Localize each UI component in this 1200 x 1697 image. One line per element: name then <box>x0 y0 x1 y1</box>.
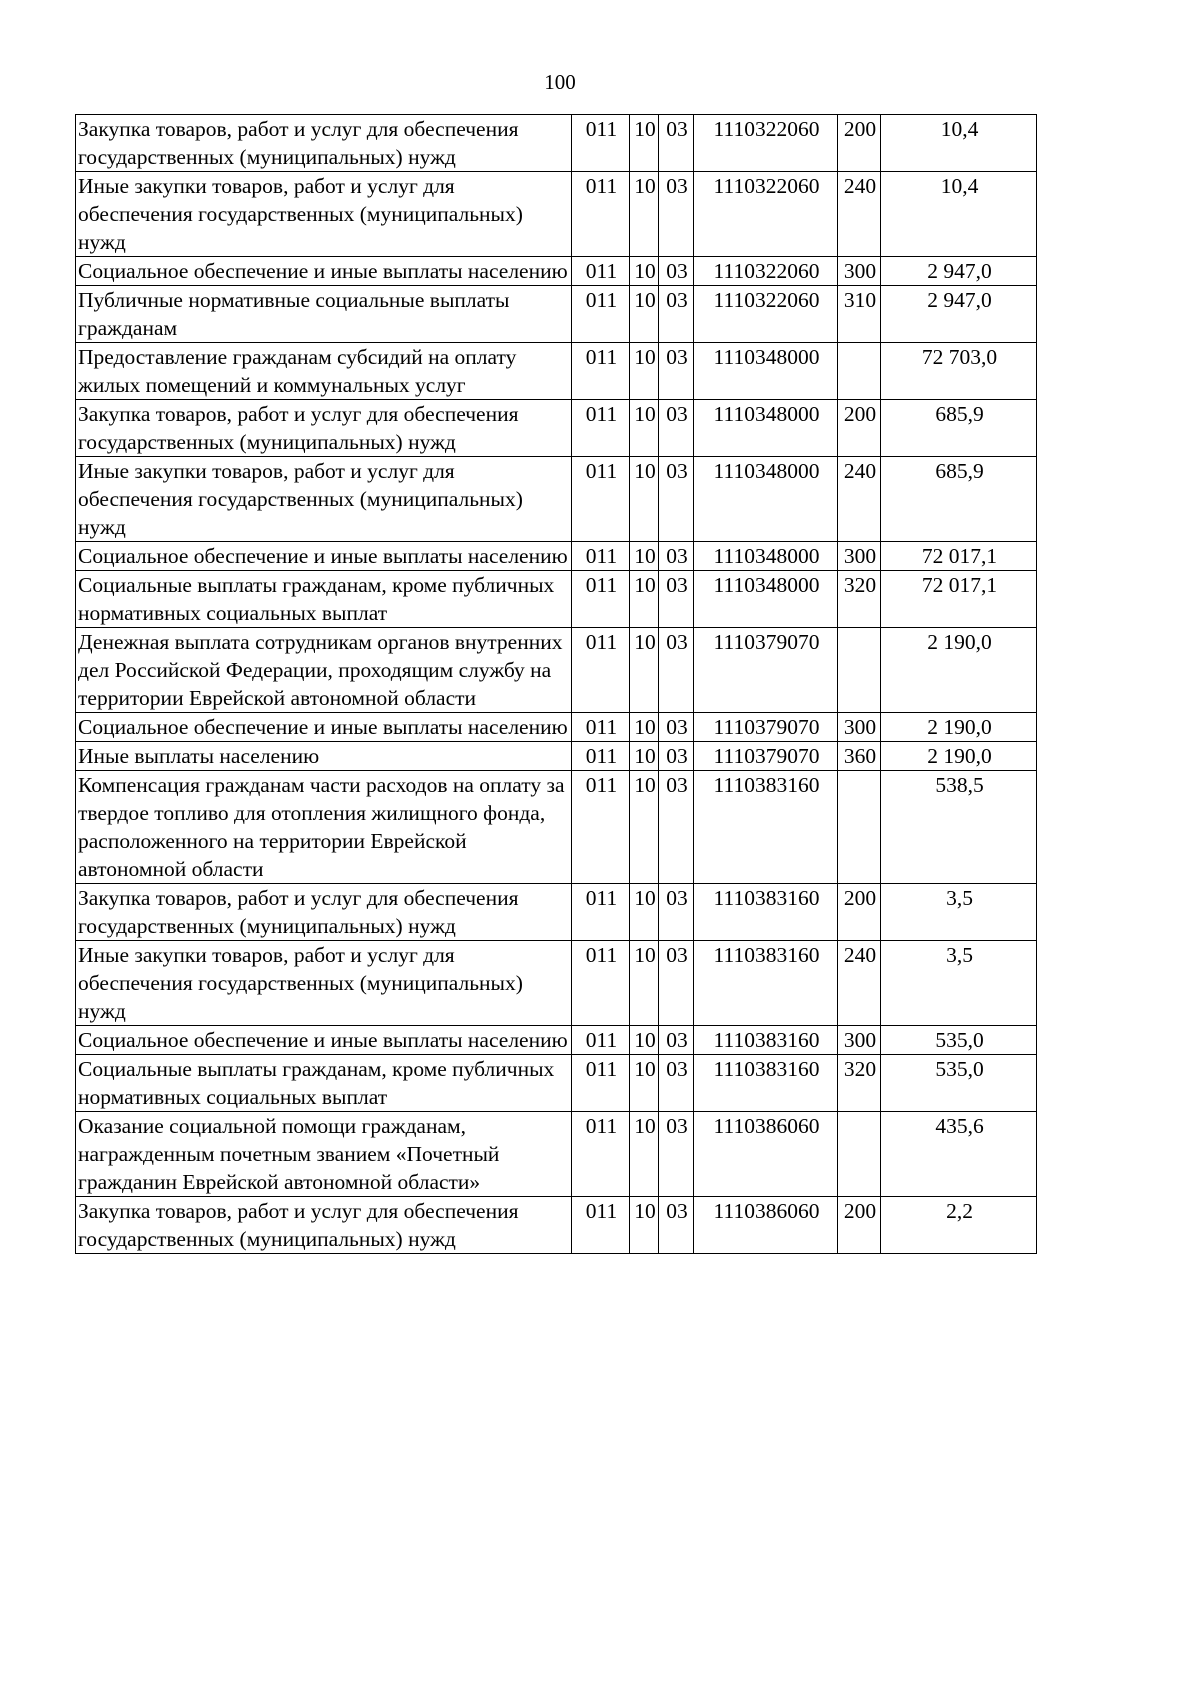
table-row <box>76 286 1037 343</box>
amount-cell: 3,5 <box>881 941 1037 1026</box>
section-code-cell: 10 <box>630 1026 659 1055</box>
amount-cell: 2 947,0 <box>881 257 1037 286</box>
ministry-code-cell: 011 <box>572 771 630 884</box>
table-row <box>76 542 1037 571</box>
target-article-cell: 1110322060 <box>694 172 838 257</box>
ministry-code-cell: 011 <box>572 1112 630 1197</box>
section-code-cell: 10 <box>630 343 659 400</box>
expense-type-cell <box>838 771 881 884</box>
subsection-code-cell: 03 <box>659 941 694 1026</box>
amount-cell: 538,5 <box>881 771 1037 884</box>
expense-type-cell: 200 <box>838 884 881 941</box>
ministry-code-cell: 011 <box>572 1026 630 1055</box>
ministry-code-cell: 011 <box>572 1055 630 1112</box>
expense-type-cell: 320 <box>838 571 881 628</box>
expense-type-cell: 240 <box>838 941 881 1026</box>
table-row <box>76 571 1037 628</box>
expense-type-cell <box>838 343 881 400</box>
subsection-code-cell: 03 <box>659 1197 694 1254</box>
amount-cell: 3,5 <box>881 884 1037 941</box>
row-name-cell: Закупка товаров, работ и услуг для обеспечения государственных (муниципальных) нужд <box>76 400 572 457</box>
row-name-cell: Компенсация гражданам части расходов на оплату за твердое топливо для отопления жилищного фонда, расположенного на территории Еврейской автономной области <box>76 771 572 884</box>
section-code-cell: 10 <box>630 771 659 884</box>
table-row <box>76 1112 1037 1197</box>
section-code-cell: 10 <box>630 542 659 571</box>
target-article-cell: 1110348000 <box>694 457 838 542</box>
section-code-cell: 10 <box>630 115 659 172</box>
amount-cell: 10,4 <box>881 115 1037 172</box>
expense-type-cell: 240 <box>838 457 881 542</box>
target-article-cell: 1110383160 <box>694 1055 838 1112</box>
row-name-cell: Оказание социальной помощи гражданам, награжденным почетным званием «Почетный гражданин Еврейской автономной области» <box>76 1112 572 1197</box>
expense-type-cell <box>838 1112 881 1197</box>
subsection-code-cell: 03 <box>659 742 694 771</box>
subsection-code-cell: 03 <box>659 1026 694 1055</box>
row-name-cell: Социальное обеспечение и иные выплаты населению <box>76 542 572 571</box>
amount-cell: 2 947,0 <box>881 286 1037 343</box>
section-code-cell: 10 <box>630 457 659 542</box>
amount-cell: 2,2 <box>881 1197 1037 1254</box>
section-code-cell: 10 <box>630 257 659 286</box>
subsection-code-cell: 03 <box>659 542 694 571</box>
amount-cell: 2 190,0 <box>881 713 1037 742</box>
ministry-code-cell: 011 <box>572 571 630 628</box>
section-code-cell: 10 <box>630 1055 659 1112</box>
expense-type-cell: 300 <box>838 713 881 742</box>
amount-cell: 10,4 <box>881 172 1037 257</box>
amount-cell: 435,6 <box>881 1112 1037 1197</box>
target-article-cell: 1110383160 <box>694 941 838 1026</box>
amount-cell: 72 703,0 <box>881 343 1037 400</box>
subsection-code-cell: 03 <box>659 713 694 742</box>
ministry-code-cell: 011 <box>572 172 630 257</box>
row-name-cell: Социальные выплаты гражданам, кроме публичных нормативных социальных выплат <box>76 1055 572 1112</box>
row-name-cell: Предоставление гражданам субсидий на оплату жилых помещений и коммунальных услуг <box>76 343 572 400</box>
subsection-code-cell: 03 <box>659 1055 694 1112</box>
amount-cell: 535,0 <box>881 1055 1037 1112</box>
table-row <box>76 257 1037 286</box>
amount-cell: 72 017,1 <box>881 542 1037 571</box>
ministry-code-cell: 011 <box>572 713 630 742</box>
subsection-code-cell: 03 <box>659 172 694 257</box>
target-article-cell: 1110322060 <box>694 257 838 286</box>
target-article-cell: 1110322060 <box>694 115 838 172</box>
amount-cell: 685,9 <box>881 457 1037 542</box>
ministry-code-cell: 011 <box>572 742 630 771</box>
subsection-code-cell: 03 <box>659 343 694 400</box>
expense-type-cell: 320 <box>838 1055 881 1112</box>
table-row <box>76 884 1037 941</box>
table-row <box>76 713 1037 742</box>
table-row <box>76 771 1037 884</box>
table-row <box>76 400 1037 457</box>
subsection-code-cell: 03 <box>659 771 694 884</box>
row-name-cell: Иные выплаты населению <box>76 742 572 771</box>
row-name-cell: Закупка товаров, работ и услуг для обеспечения государственных (муниципальных) нужд <box>76 1197 572 1254</box>
subsection-code-cell: 03 <box>659 257 694 286</box>
target-article-cell: 1110348000 <box>694 400 838 457</box>
section-code-cell: 10 <box>630 571 659 628</box>
row-name-cell: Социальное обеспечение и иные выплаты населению <box>76 257 572 286</box>
target-article-cell: 1110383160 <box>694 771 838 884</box>
table-row <box>76 115 1037 172</box>
table-row <box>76 1055 1037 1112</box>
target-article-cell: 1110379070 <box>694 628 838 713</box>
amount-cell: 2 190,0 <box>881 628 1037 713</box>
ministry-code-cell: 011 <box>572 400 630 457</box>
amount-cell: 535,0 <box>881 1026 1037 1055</box>
ministry-code-cell: 011 <box>572 257 630 286</box>
target-article-cell: 1110348000 <box>694 343 838 400</box>
expense-type-cell: 310 <box>838 286 881 343</box>
row-name-cell: Социальное обеспечение и иные выплаты населению <box>76 713 572 742</box>
budget-table <box>75 114 1037 1254</box>
table-row <box>76 628 1037 713</box>
ministry-code-cell: 011 <box>572 941 630 1026</box>
section-code-cell: 10 <box>630 884 659 941</box>
subsection-code-cell: 03 <box>659 115 694 172</box>
amount-cell: 72 017,1 <box>881 571 1037 628</box>
expense-type-cell <box>838 628 881 713</box>
expense-type-cell: 360 <box>838 742 881 771</box>
expense-type-cell: 300 <box>838 1026 881 1055</box>
target-article-cell: 1110383160 <box>694 1026 838 1055</box>
section-code-cell: 10 <box>630 1197 659 1254</box>
table-row <box>76 941 1037 1026</box>
table-row <box>76 742 1037 771</box>
target-article-cell: 1110386060 <box>694 1197 838 1254</box>
table-row <box>76 1197 1037 1254</box>
row-name-cell: Иные закупки товаров, работ и услуг для обеспечения государственных (муниципальных) нужд <box>76 941 572 1026</box>
ministry-code-cell: 011 <box>572 628 630 713</box>
row-name-cell: Денежная выплата сотрудникам органов внутренних дел Российской Федерации, проходящим службу на территории Еврейской автономной области <box>76 628 572 713</box>
row-name-cell: Публичные нормативные социальные выплаты гражданам <box>76 286 572 343</box>
table-row <box>76 457 1037 542</box>
target-article-cell: 1110379070 <box>694 742 838 771</box>
table-row <box>76 1026 1037 1055</box>
ministry-code-cell: 011 <box>572 1197 630 1254</box>
ministry-code-cell: 011 <box>572 457 630 542</box>
section-code-cell: 10 <box>630 400 659 457</box>
subsection-code-cell: 03 <box>659 628 694 713</box>
subsection-code-cell: 03 <box>659 286 694 343</box>
target-article-cell: 1110322060 <box>694 286 838 343</box>
subsection-code-cell: 03 <box>659 457 694 542</box>
expense-type-cell: 200 <box>838 400 881 457</box>
row-name-cell: Закупка товаров, работ и услуг для обеспечения государственных (муниципальных) нужд <box>76 115 572 172</box>
page-number: 100 <box>544 70 576 94</box>
amount-cell: 2 190,0 <box>881 742 1037 771</box>
target-article-cell: 1110379070 <box>694 713 838 742</box>
row-name-cell: Иные закупки товаров, работ и услуг для обеспечения государственных (муниципальных) нужд <box>76 457 572 542</box>
ministry-code-cell: 011 <box>572 542 630 571</box>
subsection-code-cell: 03 <box>659 884 694 941</box>
expense-type-cell: 240 <box>838 172 881 257</box>
subsection-code-cell: 03 <box>659 400 694 457</box>
expense-type-cell: 300 <box>838 257 881 286</box>
expense-type-cell: 300 <box>838 542 881 571</box>
table-body <box>76 115 1037 1254</box>
row-name-cell: Закупка товаров, работ и услуг для обеспечения государственных (муниципальных) нужд <box>76 884 572 941</box>
row-name-cell: Социальное обеспечение и иные выплаты населению <box>76 1026 572 1055</box>
amount-cell: 685,9 <box>881 400 1037 457</box>
section-code-cell: 10 <box>630 742 659 771</box>
section-code-cell: 10 <box>630 172 659 257</box>
target-article-cell: 1110386060 <box>694 1112 838 1197</box>
section-code-cell: 10 <box>630 941 659 1026</box>
ministry-code-cell: 011 <box>572 115 630 172</box>
expense-type-cell: 200 <box>838 115 881 172</box>
expense-type-cell: 200 <box>838 1197 881 1254</box>
subsection-code-cell: 03 <box>659 571 694 628</box>
target-article-cell: 1110348000 <box>694 571 838 628</box>
section-code-cell: 10 <box>630 713 659 742</box>
subsection-code-cell: 03 <box>659 1112 694 1197</box>
section-code-cell: 10 <box>630 286 659 343</box>
target-article-cell: 1110348000 <box>694 542 838 571</box>
table-row <box>76 172 1037 257</box>
section-code-cell: 10 <box>630 1112 659 1197</box>
ministry-code-cell: 011 <box>572 884 630 941</box>
row-name-cell: Социальные выплаты гражданам, кроме публичных нормативных социальных выплат <box>76 571 572 628</box>
ministry-code-cell: 011 <box>572 343 630 400</box>
ministry-code-cell: 011 <box>572 286 630 343</box>
table-row <box>76 343 1037 400</box>
target-article-cell: 1110383160 <box>694 884 838 941</box>
section-code-cell: 10 <box>630 628 659 713</box>
row-name-cell: Иные закупки товаров, работ и услуг для обеспечения государственных (муниципальных) нужд <box>76 172 572 257</box>
